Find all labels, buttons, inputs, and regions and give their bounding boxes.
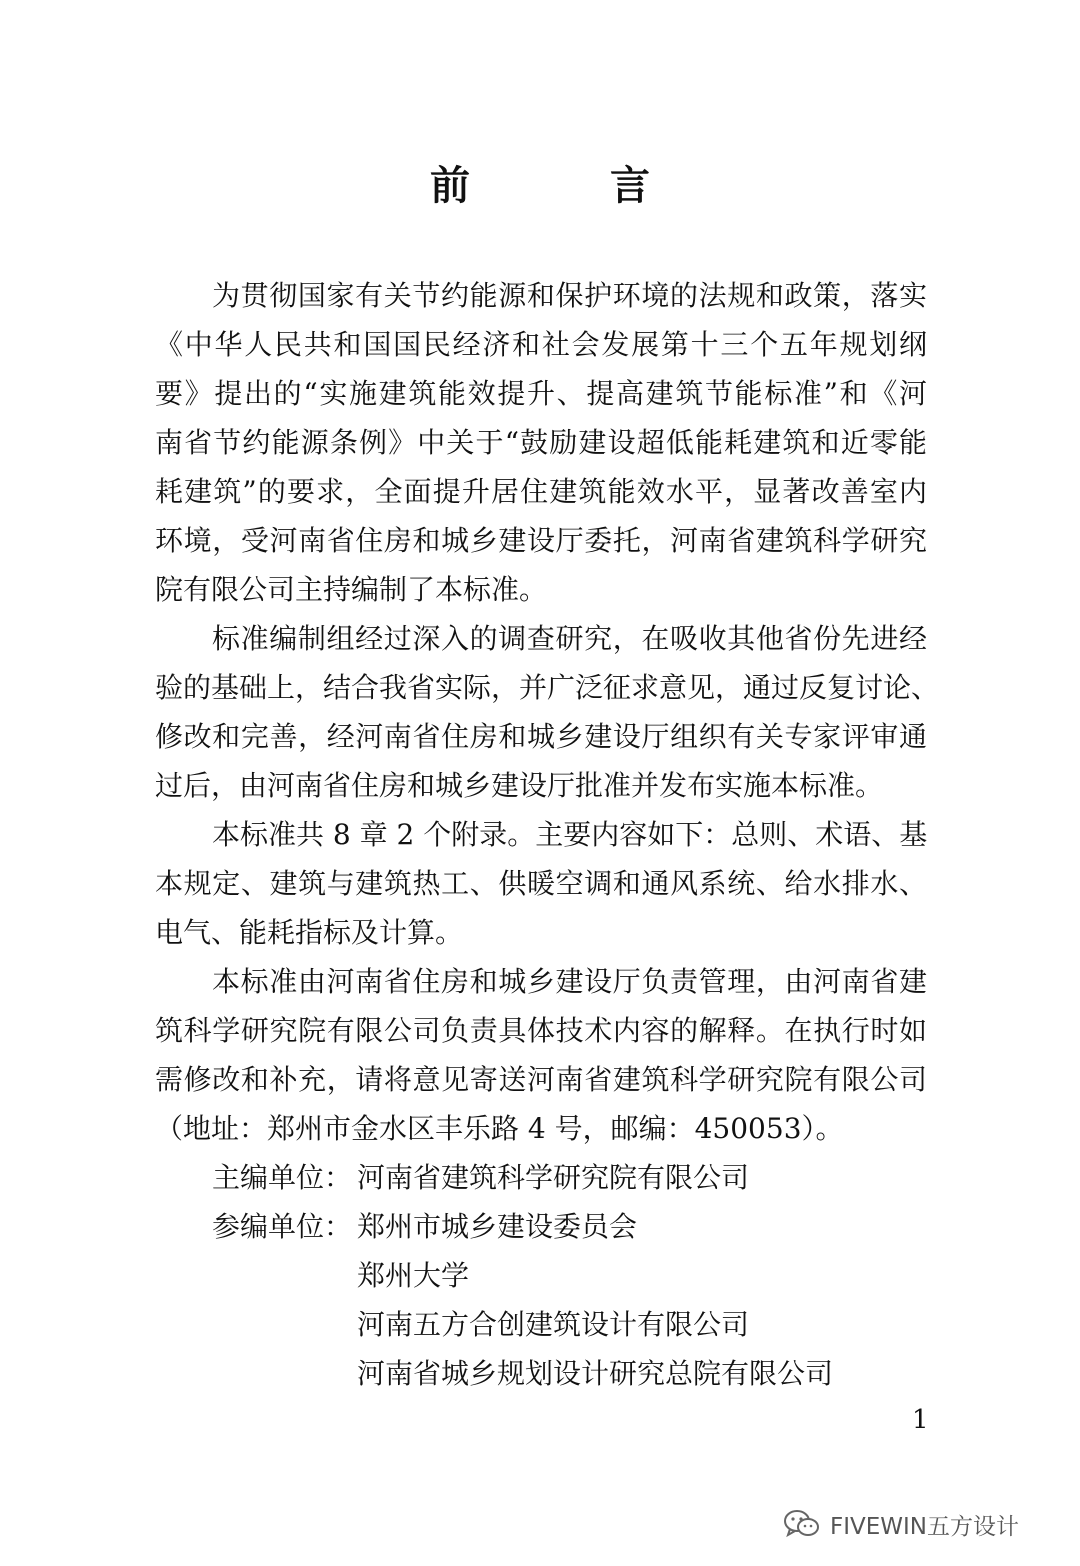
paragraph-1-line-2: 《中华人民共和国国民经济和社会发展第十三个五年规划纲 <box>155 328 927 361</box>
participating-unit: 郑州市城乡建设委员会 <box>357 1210 638 1243</box>
paragraph-4-line-2: 筑科学研究院有限公司负责具体技术内容的解释。在执行时如 <box>155 1014 927 1047</box>
watermark-text: FIVEWIN五方设计 <box>830 1513 1020 1540</box>
participating-unit: 郑州大学 <box>357 1259 470 1292</box>
paragraph-1-line-7: 院有限公司主持编制了本标准。 <box>155 573 548 606</box>
paragraph-1-line-3: 要》提出的“实施建筑能效提升、提高建筑节能标准”和《河 <box>155 377 927 410</box>
page-number: 1 <box>912 1405 929 1435</box>
wechat-icon <box>782 1508 822 1540</box>
paragraph-1-line-5: 耗建筑”的要求，全面提升居住建筑能效水平，显著改善室内 <box>155 475 927 508</box>
paragraph-4-line-1: 本标准由河南省住房和城乡建设厅负责管理，由河南省建 <box>212 965 927 998</box>
chief-editor-label: 主编单位： <box>212 1161 353 1194</box>
paragraph-3-line-2: 本规定、建筑与建筑热工、供暖空调和通风系统、给水排水、 <box>155 867 927 900</box>
paragraph-4-line-4: （地址：郑州市金水区丰乐路 4 号，邮编：450053）。 <box>155 1112 844 1145</box>
page-title: 前 言 <box>430 163 700 209</box>
paragraph-1-line-1: 为贯彻国家有关节约能源和保护环境的法规和政策，落实 <box>212 279 927 312</box>
paragraph-1-line-6: 环境，受河南省住房和城乡建设厅委托，河南省建筑科学研究 <box>155 524 927 557</box>
participating-unit: 河南省城乡规划设计研究总院有限公司 <box>357 1357 834 1390</box>
paragraph-3-line-3: 电气、能耗指标及计算。 <box>155 916 464 949</box>
paragraph-2-line-1: 标准编制组经过深入的调查研究，在吸收其他省份先进经 <box>212 622 927 655</box>
chief-editor-unit: 河南省建筑科学研究院有限公司 <box>357 1161 750 1194</box>
participating-unit: 河南五方合创建筑设计有限公司 <box>357 1308 750 1341</box>
paragraph-4-line-3: 需修改和补充，请将意见寄送河南省建筑科学研究院有限公司 <box>155 1063 927 1096</box>
paragraph-2-line-4: 过后，由河南省住房和城乡建设厅批准并发布实施本标准。 <box>155 769 884 802</box>
paragraph-2-line-3: 修改和完善，经河南省住房和城乡建设厅组织有关专家评审通 <box>155 720 927 753</box>
paragraph-1-line-4: 南省节约能源条例》中关于“鼓励建设超低能耗建筑和近零能 <box>155 426 927 459</box>
paragraph-2-line-2: 验的基础上，结合我省实际，并广泛征求意见，通过反复讨论、 <box>155 671 940 704</box>
participating-unit-label: 参编单位： <box>212 1210 353 1243</box>
watermark <box>782 1502 1019 1546</box>
paragraph-3-line-1: 本标准共 8 章 2 个附录。主要内容如下：总则、术语、基 <box>212 818 928 851</box>
